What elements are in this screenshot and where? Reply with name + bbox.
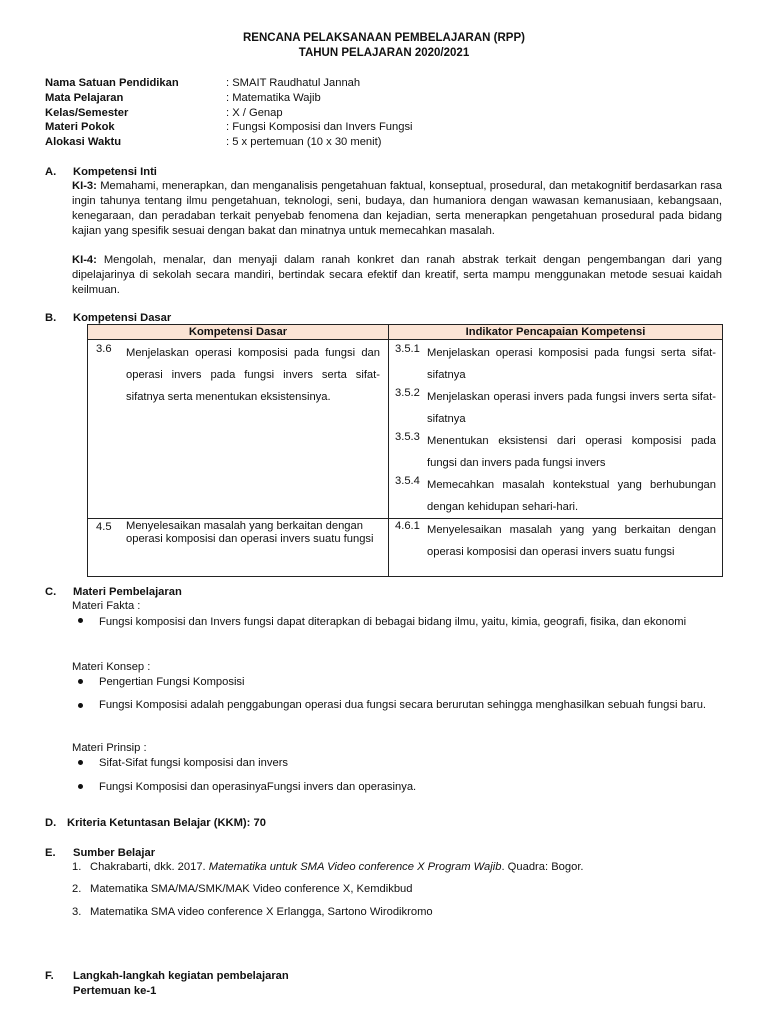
identity-value-school: : SMAIT Raudhatul Jannah	[226, 77, 361, 89]
materi-konsep-label: Materi Konsep :	[72, 661, 151, 673]
section-d-letter: D.	[45, 817, 57, 829]
source-number: 2.	[72, 883, 82, 895]
ki4-text: Mengolah, menalar, dan menyaji dalam ranah konkret dan ranah abstrak terkait dengan pengembangan dari yang dipelajarinya di sekolah secara mandiri, bertindak secara efektif dan kreatif, serta mampu menggunakan metode sesuai kaidah keilmuan.	[72, 254, 722, 296]
indicator-text: Menentukan eksistensi dari operasi komposisi pada fungsi dan invers pada fungsi invers	[427, 435, 716, 469]
section-d-title: Kriteria Ketuntasan Belajar (KKM): 70	[67, 817, 266, 829]
table-header-row	[88, 325, 723, 340]
kd-number: 3.6	[96, 343, 112, 355]
kd-number: 4.5	[96, 521, 112, 533]
identity-label-time: Alokasi Waktu	[45, 136, 122, 148]
source-text: Matematika SMA video conference X Erlangga, Sartono Wirodikromo	[90, 906, 433, 918]
ki3-text: Memahami, menerapkan, dan menganalisis pengetahuan faktual, konseptual, prosedural, dan metakognitif berdasarkan rasa ingin tahunya tentang ilmu pengetahuan, teknologi, seni, budaya, dan humaniora dengan wawasan kemanusiaan, kebangsaan, kenegaraan, dan peradaban terkait penyebab fenomena dan kejadian, serta menerapkan pengetahuan prosedural pada bidang kajian yang spesifik sesuai dengan bakat dan minatnya untuk memecahkan masalah.	[72, 180, 722, 237]
bullet-icon	[77, 780, 85, 788]
ki3-paragraph	[72, 179, 722, 239]
indicator-number: 3.5.1	[395, 343, 420, 355]
indicator-number: 3.5.4	[395, 475, 420, 487]
source-book-title: Matematika untuk SMA Video conference X Program Wajib	[208, 861, 502, 873]
ki4-label: KI-4:	[72, 254, 97, 266]
indicator-item	[389, 386, 722, 430]
bullet-icon	[77, 614, 85, 622]
bullet-icon	[77, 675, 85, 683]
indicator-number: 3.5.3	[395, 431, 420, 443]
kd-cell	[88, 340, 388, 408]
materi-prinsip-item-1: Sifat-Sifat fungsi komposisi dan invers	[99, 757, 289, 769]
source-publisher: . Quadra: Bogor.	[501, 861, 584, 873]
kd-text: Menyelesaikan masalah yang berkaitan dengan operasi komposisi dan operasi invers suatu fungsi	[126, 520, 374, 545]
source-authors: Chakrabarti, dkk. 2017.	[90, 861, 209, 873]
table-header-indicator: Indikator Pencapaian Kompetensi	[389, 325, 723, 340]
section-e-title: Sumber Belajar	[73, 847, 156, 859]
materi-fakta-item: Fungsi komposisi dan Invers fungsi dapat diterapkan di bebagai bidang ilmu, yaitu, kimia, geografi, fisika, dan ekonomi	[99, 616, 687, 628]
materi-konsep-item-2: Fungsi Komposisi adalah penggabungan operasi dua fungsi secara berurutan sehingga menghasilkan sebuah fungsi baru.	[99, 699, 707, 711]
source-number: 3.	[72, 906, 82, 918]
indicator-text: Memecahkan masalah kontekstual yang berhubungan dengan kehidupan sehari-hari.	[427, 479, 716, 513]
table-row	[88, 519, 723, 577]
identity-value-topic: : Fungsi Komposisi dan Invers Fungsi	[226, 121, 413, 133]
identity-value-subject: : Matematika Wajib	[226, 92, 321, 104]
bullet-icon	[77, 756, 85, 764]
source-item-3	[72, 901, 722, 923]
source-item-2	[72, 878, 722, 900]
document-subtitle: TAHUN PELAJARAN 2020/2021	[298, 47, 470, 59]
indicator-text: Menjelaskan operasi komposisi pada fungsi serta sifat-sifatnya	[427, 347, 716, 381]
section-e-letter: E.	[45, 847, 56, 859]
meeting-label: Pertemuan ke-1	[73, 985, 157, 997]
source-number: 1.	[72, 861, 82, 873]
materi-fakta-label: Materi Fakta :	[72, 600, 141, 612]
document-title: RENCANA PELAKSANAAN PEMBELAJARAN (RPP)	[243, 32, 525, 44]
identity-label-school: Nama Satuan Pendidikan	[45, 77, 179, 89]
identity-value-time: : 5 x pertemuan (10 x 30 menit)	[226, 136, 382, 148]
section-a-title: Kompetensi Inti	[73, 166, 157, 178]
ki4-paragraph	[72, 253, 722, 298]
indicator-item	[389, 430, 722, 474]
materi-konsep-item-1: Pengertian Fungsi Komposisi	[99, 676, 245, 688]
identity-label-class: Kelas/Semester	[45, 107, 129, 119]
section-c-title: Materi Pembelajaran	[73, 586, 182, 598]
indicator-text: Menjelaskan operasi invers pada fungsi invers serta sifat-sifatnya	[427, 391, 716, 425]
indicator-number: 3.5.2	[395, 387, 420, 399]
table-row	[88, 340, 723, 519]
section-c-letter: C.	[45, 586, 57, 598]
indicator-item	[389, 340, 722, 386]
materi-prinsip-item-2: Fungsi Komposisi dan operasinyaFungsi invers dan operasinya.	[99, 781, 417, 793]
section-f-letter: F.	[45, 970, 54, 982]
kd-cell	[88, 519, 388, 546]
bullet-icon	[77, 699, 85, 707]
source-text: Matematika SMA/MA/SMK/MAK Video conference X, Kemdikbud	[90, 883, 413, 895]
identity-label-subject: Mata Pelajaran	[45, 92, 124, 104]
section-b-title: Kompetensi Dasar	[73, 312, 172, 324]
kd-text: Menjelaskan operasi komposisi pada fungsi dan operasi invers pada fungsi invers serta sifat-sifatnya serta menentukan eksistensinya.	[126, 347, 380, 403]
section-b-letter: B.	[45, 312, 57, 324]
indicator-item	[389, 519, 722, 563]
identity-value-class: : X / Genap	[226, 107, 283, 119]
indicator-text: Menyelesaikan masalah yang yang berkaitan dengan operasi komposisi dan operasi invers suatu fungsi	[427, 524, 716, 558]
identity-label-topic: Materi Pokok	[45, 121, 115, 133]
indicator-number: 4.6.1	[395, 520, 420, 532]
indicator-item	[389, 474, 722, 518]
section-a-letter: A.	[45, 166, 57, 178]
section-f-title: Langkah-langkah kegiatan pembelajaran	[73, 970, 289, 982]
competency-table	[87, 324, 723, 577]
source-item-1	[72, 856, 722, 878]
ki3-label: KI-3:	[72, 180, 97, 192]
materi-prinsip-label: Materi Prinsip :	[72, 742, 147, 754]
table-header-kd: Kompetensi Dasar	[88, 325, 389, 340]
